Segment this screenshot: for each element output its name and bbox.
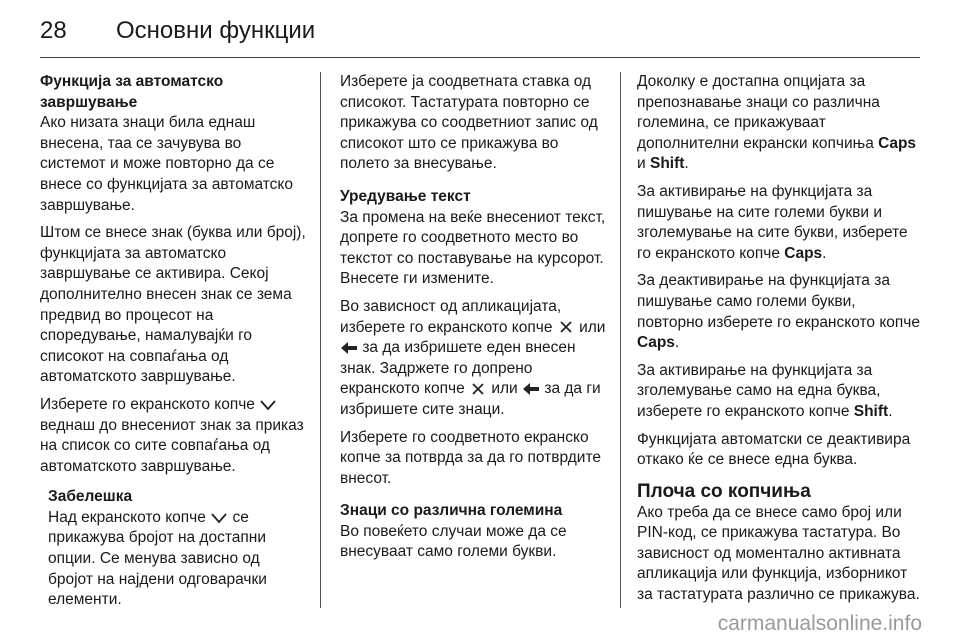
page-title: Основни функции (116, 17, 316, 44)
chevron-down-icon (210, 511, 228, 525)
section-heading-case: Знаци со различна големина (340, 502, 563, 520)
paragraph: Функцијата автоматски се деактивира откако ќе се внесе една буква. (637, 430, 911, 469)
section-heading-edit-text: Уредување текст (340, 187, 471, 205)
caps-key-label: Caps (637, 334, 675, 352)
backspace-arrow-icon (340, 341, 358, 355)
section-heading-keypad: Плоча со копчиња (637, 480, 811, 502)
paragraph: За деактивирање на функцијата за пишување само големи букви, повторно изберете го екранското копче Caps. (637, 272, 920, 352)
paragraph (340, 297, 608, 421)
text: За активирање на функцијата за пишување на сите големи букви и зголемување на сите букви, изберете го екранското копче (637, 182, 908, 262)
note-box (48, 487, 306, 611)
paragraph: Ако треба да се внесе само број или PIN-код, се прикажува тастатура. Во зависност од моментално активната апликација или функција, изборникот за тастатурата различно се прикажува. (637, 503, 920, 604)
shift-key-label: Shift (853, 402, 889, 420)
paragraph: Во повеќето случаи може да се внесуваат само големи букви. (340, 522, 567, 561)
text: се прикажува бројот на достапни опции. Се менува зависно од бројот на најдени одговарачки елементи. (48, 508, 267, 609)
paragraph (40, 395, 306, 477)
paragraph: Ако низата знаци била еднаш внесена, таа се зачувува во системот и може повторно да се внесе со функцијата за автоматско завршување. (40, 114, 294, 214)
paragraph: За активирање на функцијата за зголемување само на една буква, изберете го екранското копче Shift. (637, 361, 893, 420)
shift-key-label: Shift (649, 155, 685, 173)
note-title: Забелешка (48, 488, 133, 506)
text: Доколку е достапна опцијата за препознавање знаци со различна големина, се прикажуваат дополнителни екрански копчиња (637, 73, 880, 152)
header-rule (40, 57, 920, 58)
paragraph: За активирање на функцијата за пишување на сите големи букви и зголемување на сите букви, изберете го екранското копче Caps. (637, 182, 908, 262)
column-divider (620, 72, 621, 608)
paragraph: Доколку е достапна опцијата за препознавање знаци со различна големина, се прикажуваат дополнителни екрански копчиња Caps и Shift. (637, 73, 917, 173)
caps-key-label: Caps (784, 244, 823, 262)
text: или (579, 318, 606, 336)
text: Изберете го екранското копче (40, 395, 255, 413)
text: За деактивирање на функцијата за пишување само големи букви, повторно изберете го екранското копче (637, 272, 920, 331)
clear-x-icon (557, 320, 575, 334)
section-heading-autocomplete: Функција за автоматско завршување (40, 73, 224, 111)
watermark: carmanualsonline.info (717, 612, 922, 635)
text: за да избришете еден внесен знак. Задржете го допрено екранското копче (340, 339, 576, 398)
column-divider (320, 72, 321, 608)
paragraph: Штом се внесе знак (буква или број), функцијата за автоматско завршување се активира. Секој дополнително внесен знак се зема предвид во процесот на споредување, намалувајќи го списокот на совпаѓања од автоматското завршување. (40, 224, 306, 386)
text: За активирање на функцијата за зголемување само на една буква, изберете го екранското копче (637, 361, 881, 420)
clear-x-icon (469, 382, 487, 396)
caps-key-label: Caps (878, 134, 917, 152)
page-header (40, 14, 315, 48)
paragraph: За промена на веќе внесениот текст, допрете го соодветното место во текстот со поставување на курсорот. Внесете ги измените. (340, 208, 606, 288)
paragraph: Изберете ја соодветната ставка од списокот. Тастатурата повторно се прикажува со соодветниот запис од списокот што се прикажува во полето за внесување. (340, 73, 598, 173)
column-3 (637, 72, 923, 613)
paragraph: Изберете го соодветното екранско копче за потврда за да го потврдите внесот. (340, 428, 602, 487)
column-1 (40, 72, 306, 611)
backspace-arrow-icon (522, 382, 540, 396)
text: и (637, 155, 646, 173)
text: веднаш до внесениот знак за приказ на список со сите совпаѓања од автоматското завршување. (40, 416, 304, 475)
text: Во зависност од апликацијата, изберете го екранското копче (340, 297, 562, 336)
chevron-down-icon (259, 398, 277, 412)
text: или (491, 380, 518, 398)
text: за да ги избришете сите знаци. (340, 380, 601, 418)
text: Над екранското копче (48, 508, 206, 526)
column-2 (340, 72, 608, 570)
page-number: 28 (40, 17, 67, 44)
note-text (48, 508, 306, 611)
